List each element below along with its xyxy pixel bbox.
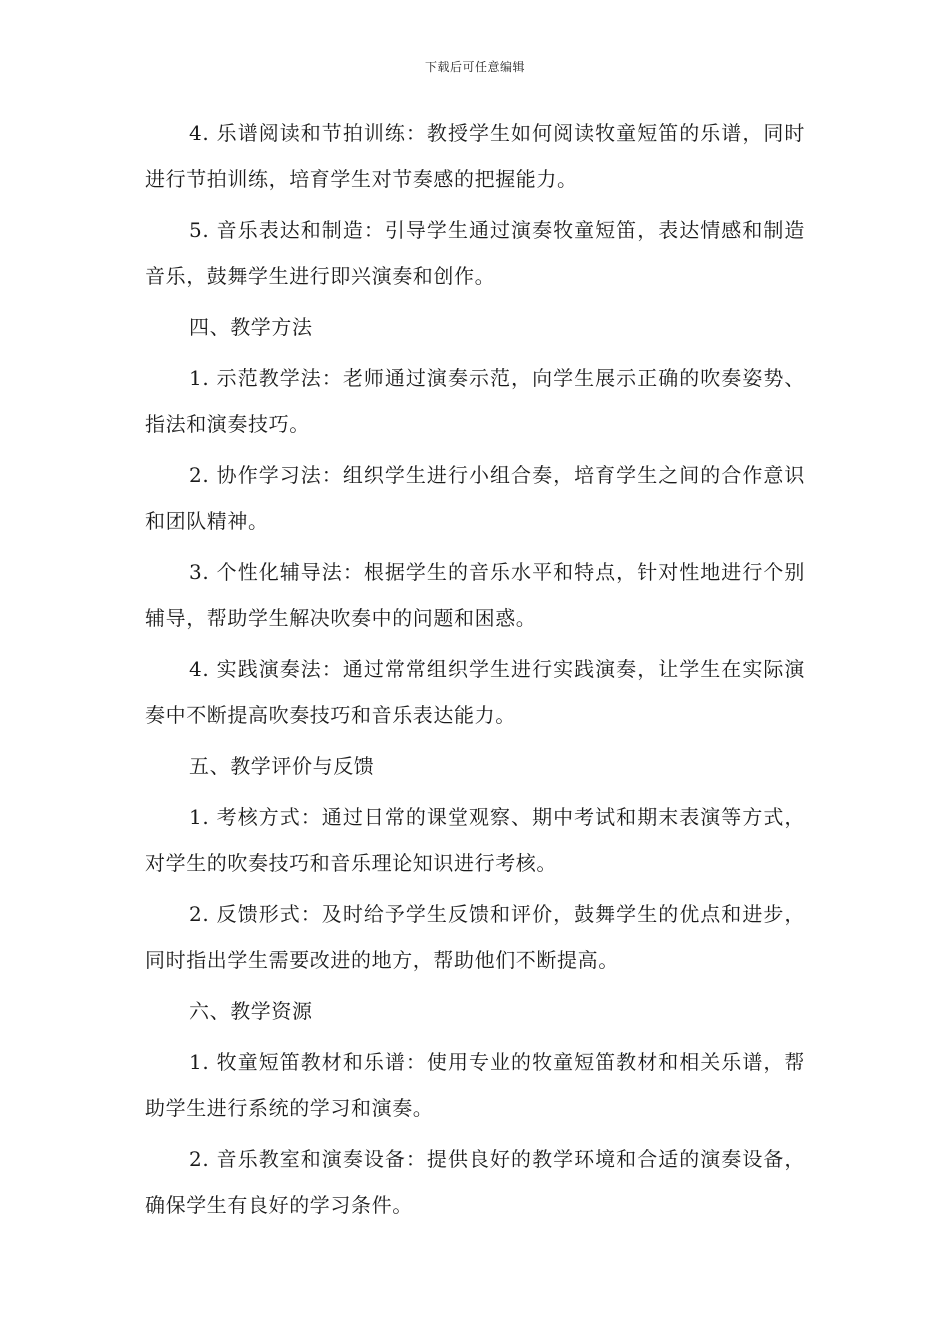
document-body [145, 110, 805, 1233]
paragraph-rhythm-training: 4. 乐谱阅读和节拍训练：教授学生如何阅读牧童短笛的乐谱，同时进行节拍训练，培育学生对节奏感的把握能力。 [145, 121, 805, 191]
section-heading-teaching-methods: 四、教学方法 [189, 315, 313, 339]
paragraph-classroom-equipment: 2. 音乐教室和演奏设备：提供良好的教学环境和合适的演奏设备，确保学生有良好的学习条件。 [145, 1147, 805, 1217]
paragraph-feedback-form: 2. 反馈形式：及时给予学生反馈和评价，鼓舞学生的优点和进步，同时指出学生需要改进的地方，帮助他们不断提高。 [145, 902, 805, 972]
paragraph-music-expression: 5. 音乐表达和制造：引导学生通过演奏牧童短笛，表达情感和制造音乐，鼓舞学生进行即兴演奏和创作。 [145, 218, 805, 288]
paragraph-textbooks: 1. 牧童短笛教材和乐谱：使用专业的牧童短笛教材和相关乐谱，帮助学生进行系统的学习和演奏。 [145, 1050, 805, 1120]
section-heading-resources: 六、教学资源 [189, 999, 313, 1023]
section-heading-evaluation: 五、教学评价与反馈 [189, 754, 375, 778]
page-header: 下载后可任意编辑 [424, 60, 525, 74]
paragraph-demonstration-method: 1. 示范教学法：老师通过演奏示范，向学生展示正确的吹奏姿势、指法和演奏技巧。 [145, 366, 805, 436]
paragraph-assessment-method: 1. 考核方式：通过日常的课堂观察、期中考试和期末表演等方式，对学生的吹奏技巧和音乐理论知识进行考核。 [145, 805, 805, 875]
paragraph-practice-performance: 4. 实践演奏法：通过常常组织学生进行实践演奏，让学生在实际演奏中不断提高吹奏技巧和音乐表达能力。 [145, 657, 805, 727]
paragraph-cooperative-learning: 2. 协作学习法：组织学生进行小组合奏，培育学生之间的合作意识和团队精神。 [145, 463, 805, 533]
paragraph-personalized-tutoring: 3. 个性化辅导法：根据学生的音乐水平和特点，针对性地进行个别辅导，帮助学生解决吹奏中的问题和困惑。 [145, 560, 805, 630]
